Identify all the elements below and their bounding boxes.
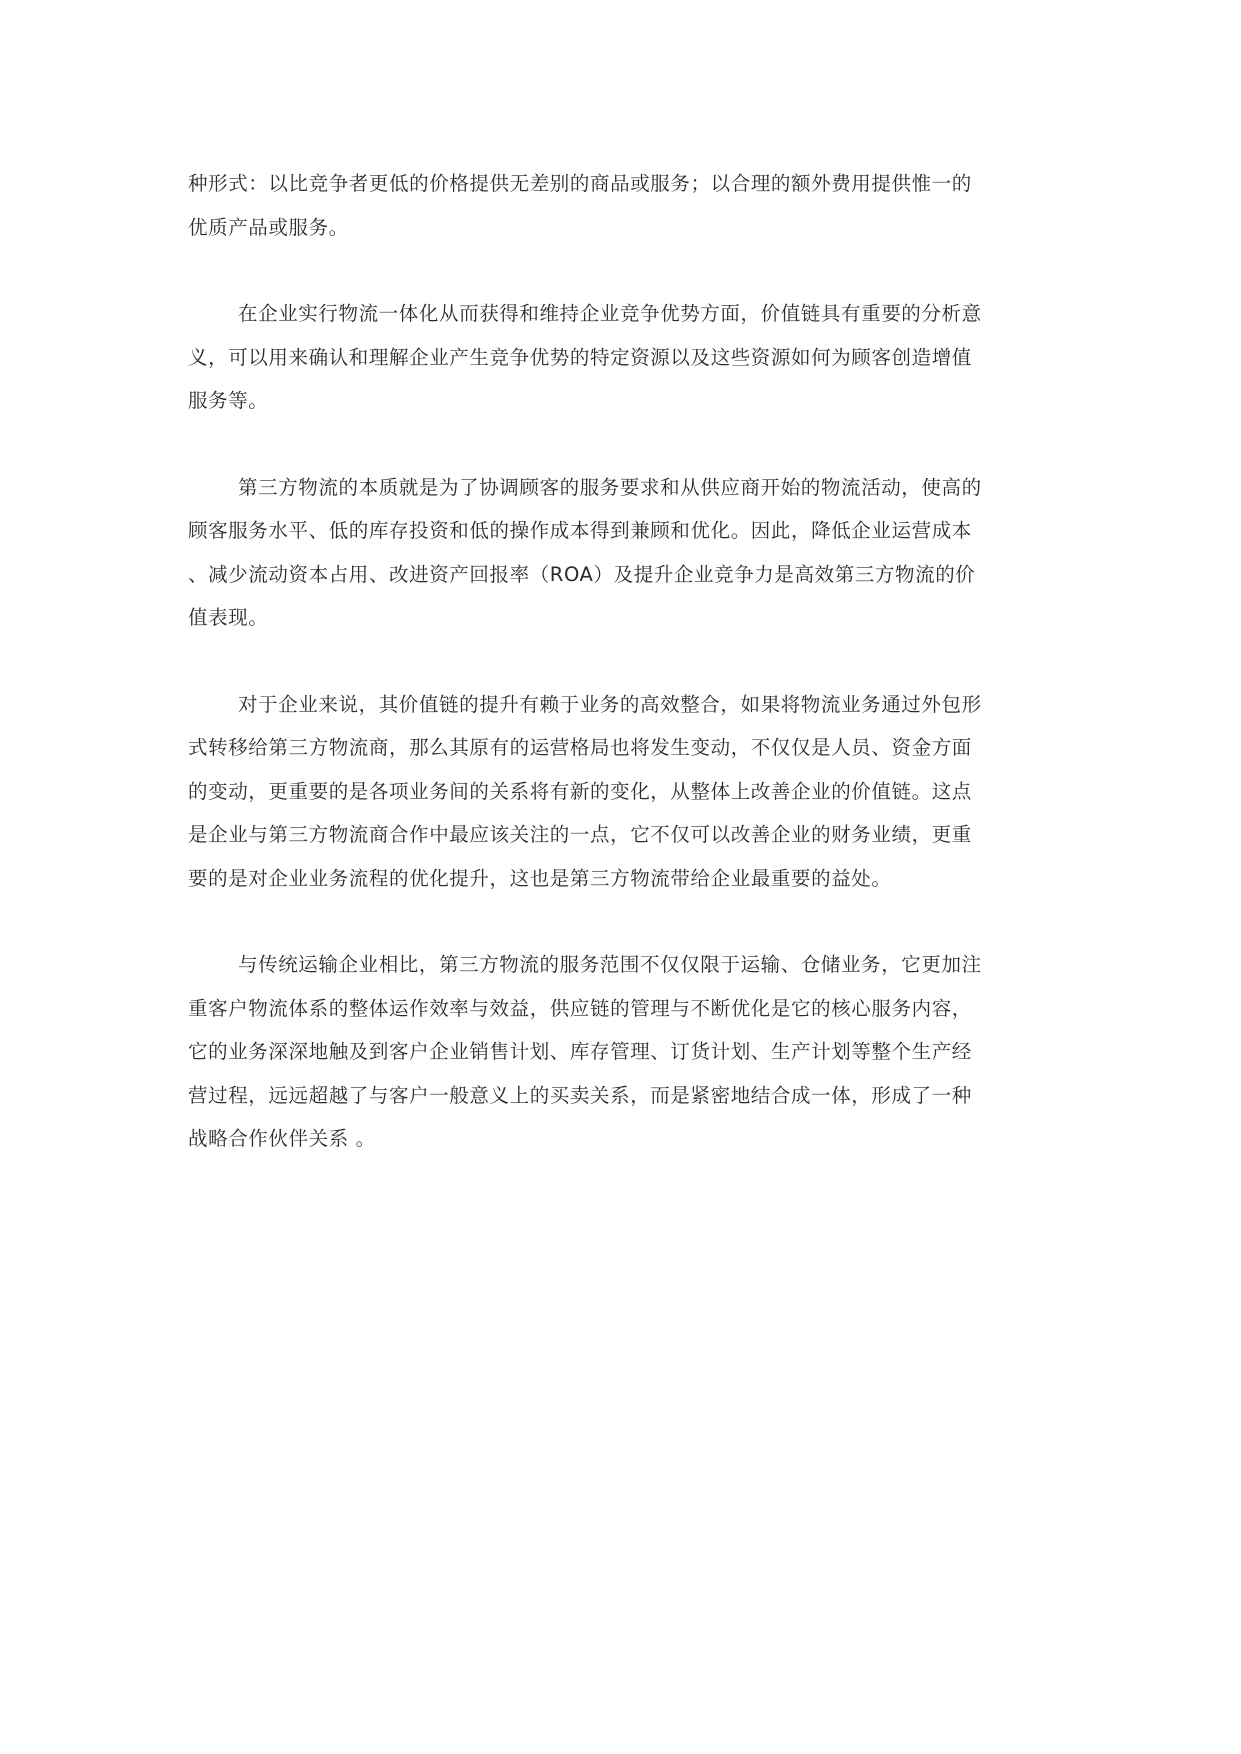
paragraph-value-chain: [188, 292, 1058, 423]
text-line: 与传统运输企业相比，第三方物流的服务范围不仅仅限于运输、仓储业务，它更加注: [238, 953, 982, 976]
text-line: 服务等。: [188, 389, 269, 412]
text-line: 它的业务深深地触及到客户企业销售计划、库存管理、订货计划、生产计划等整个生产经: [188, 1040, 972, 1063]
text-line: 优质产品或服务。: [188, 215, 349, 239]
text-line: 营过程，远远超越了与客户一般意义上的买卖关系，而是紧密地结合成一体，形成了一种: [188, 1083, 972, 1107]
text-line: 的变动，更重要的是各项业务间的关系将有新的变化，从整体上改善企业的价值链。这点: [188, 779, 972, 803]
text-line: 值表现。: [188, 606, 269, 629]
text-line: 是企业与第三方物流商合作中最应该关注的一点，它不仅可以改善企业的财务业绩，更重: [188, 823, 972, 846]
text-line: 种形式：以比竞争者更低的价格提供无差别的商品或服务；以合理的额外费用提供惟一的: [188, 172, 972, 195]
paragraph-third-party-logistics: [188, 466, 1058, 640]
text-line: 义，可以用来确认和理解企业产生竞争优势的特定资源以及这些资源如何为顾客创造增值: [188, 345, 972, 369]
text-line: 对于企业来说，其价值链的提升有赖于业务的高效整合，如果将物流业务通过外包形: [238, 692, 982, 716]
document-page: [188, 162, 1058, 1161]
text-line: 重客户物流体系的整体运作效率与效益，供应链的管理与不断优化是它的核心服务内容，: [188, 996, 972, 1020]
text-line: 、减少流动资本占用、改进资产回报率（ROA）及提升企业竞争力是高效第三方物流的价: [188, 562, 976, 586]
text-line: 要的是对企业业务流程的优化提升，这也是第三方物流带给企业最重要的益处。: [188, 866, 892, 890]
paragraph-continuation: [188, 162, 1058, 249]
paragraph-traditional-transport: [188, 943, 1058, 1161]
text-line: 第三方物流的本质就是为了协调顾客的服务要求和从供应商开始的物流活动，使高的: [238, 475, 982, 499]
text-line: 顾客服务水平、低的库存投资和低的操作成本得到兼顾和优化。因此，降低企业运营成本: [188, 519, 972, 542]
paragraph-enterprise: [188, 683, 1058, 901]
text-line: 式转移给第三方物流商，那么其原有的运营格局也将发生变动，不仅仅是人员、资金方面: [188, 736, 972, 759]
text-line: 战略合作伙伴关系 。: [188, 1127, 376, 1150]
text-line: 在企业实行物流一体化从而获得和维持企业竞争优势方面，价值链具有重要的分析意: [238, 302, 982, 325]
